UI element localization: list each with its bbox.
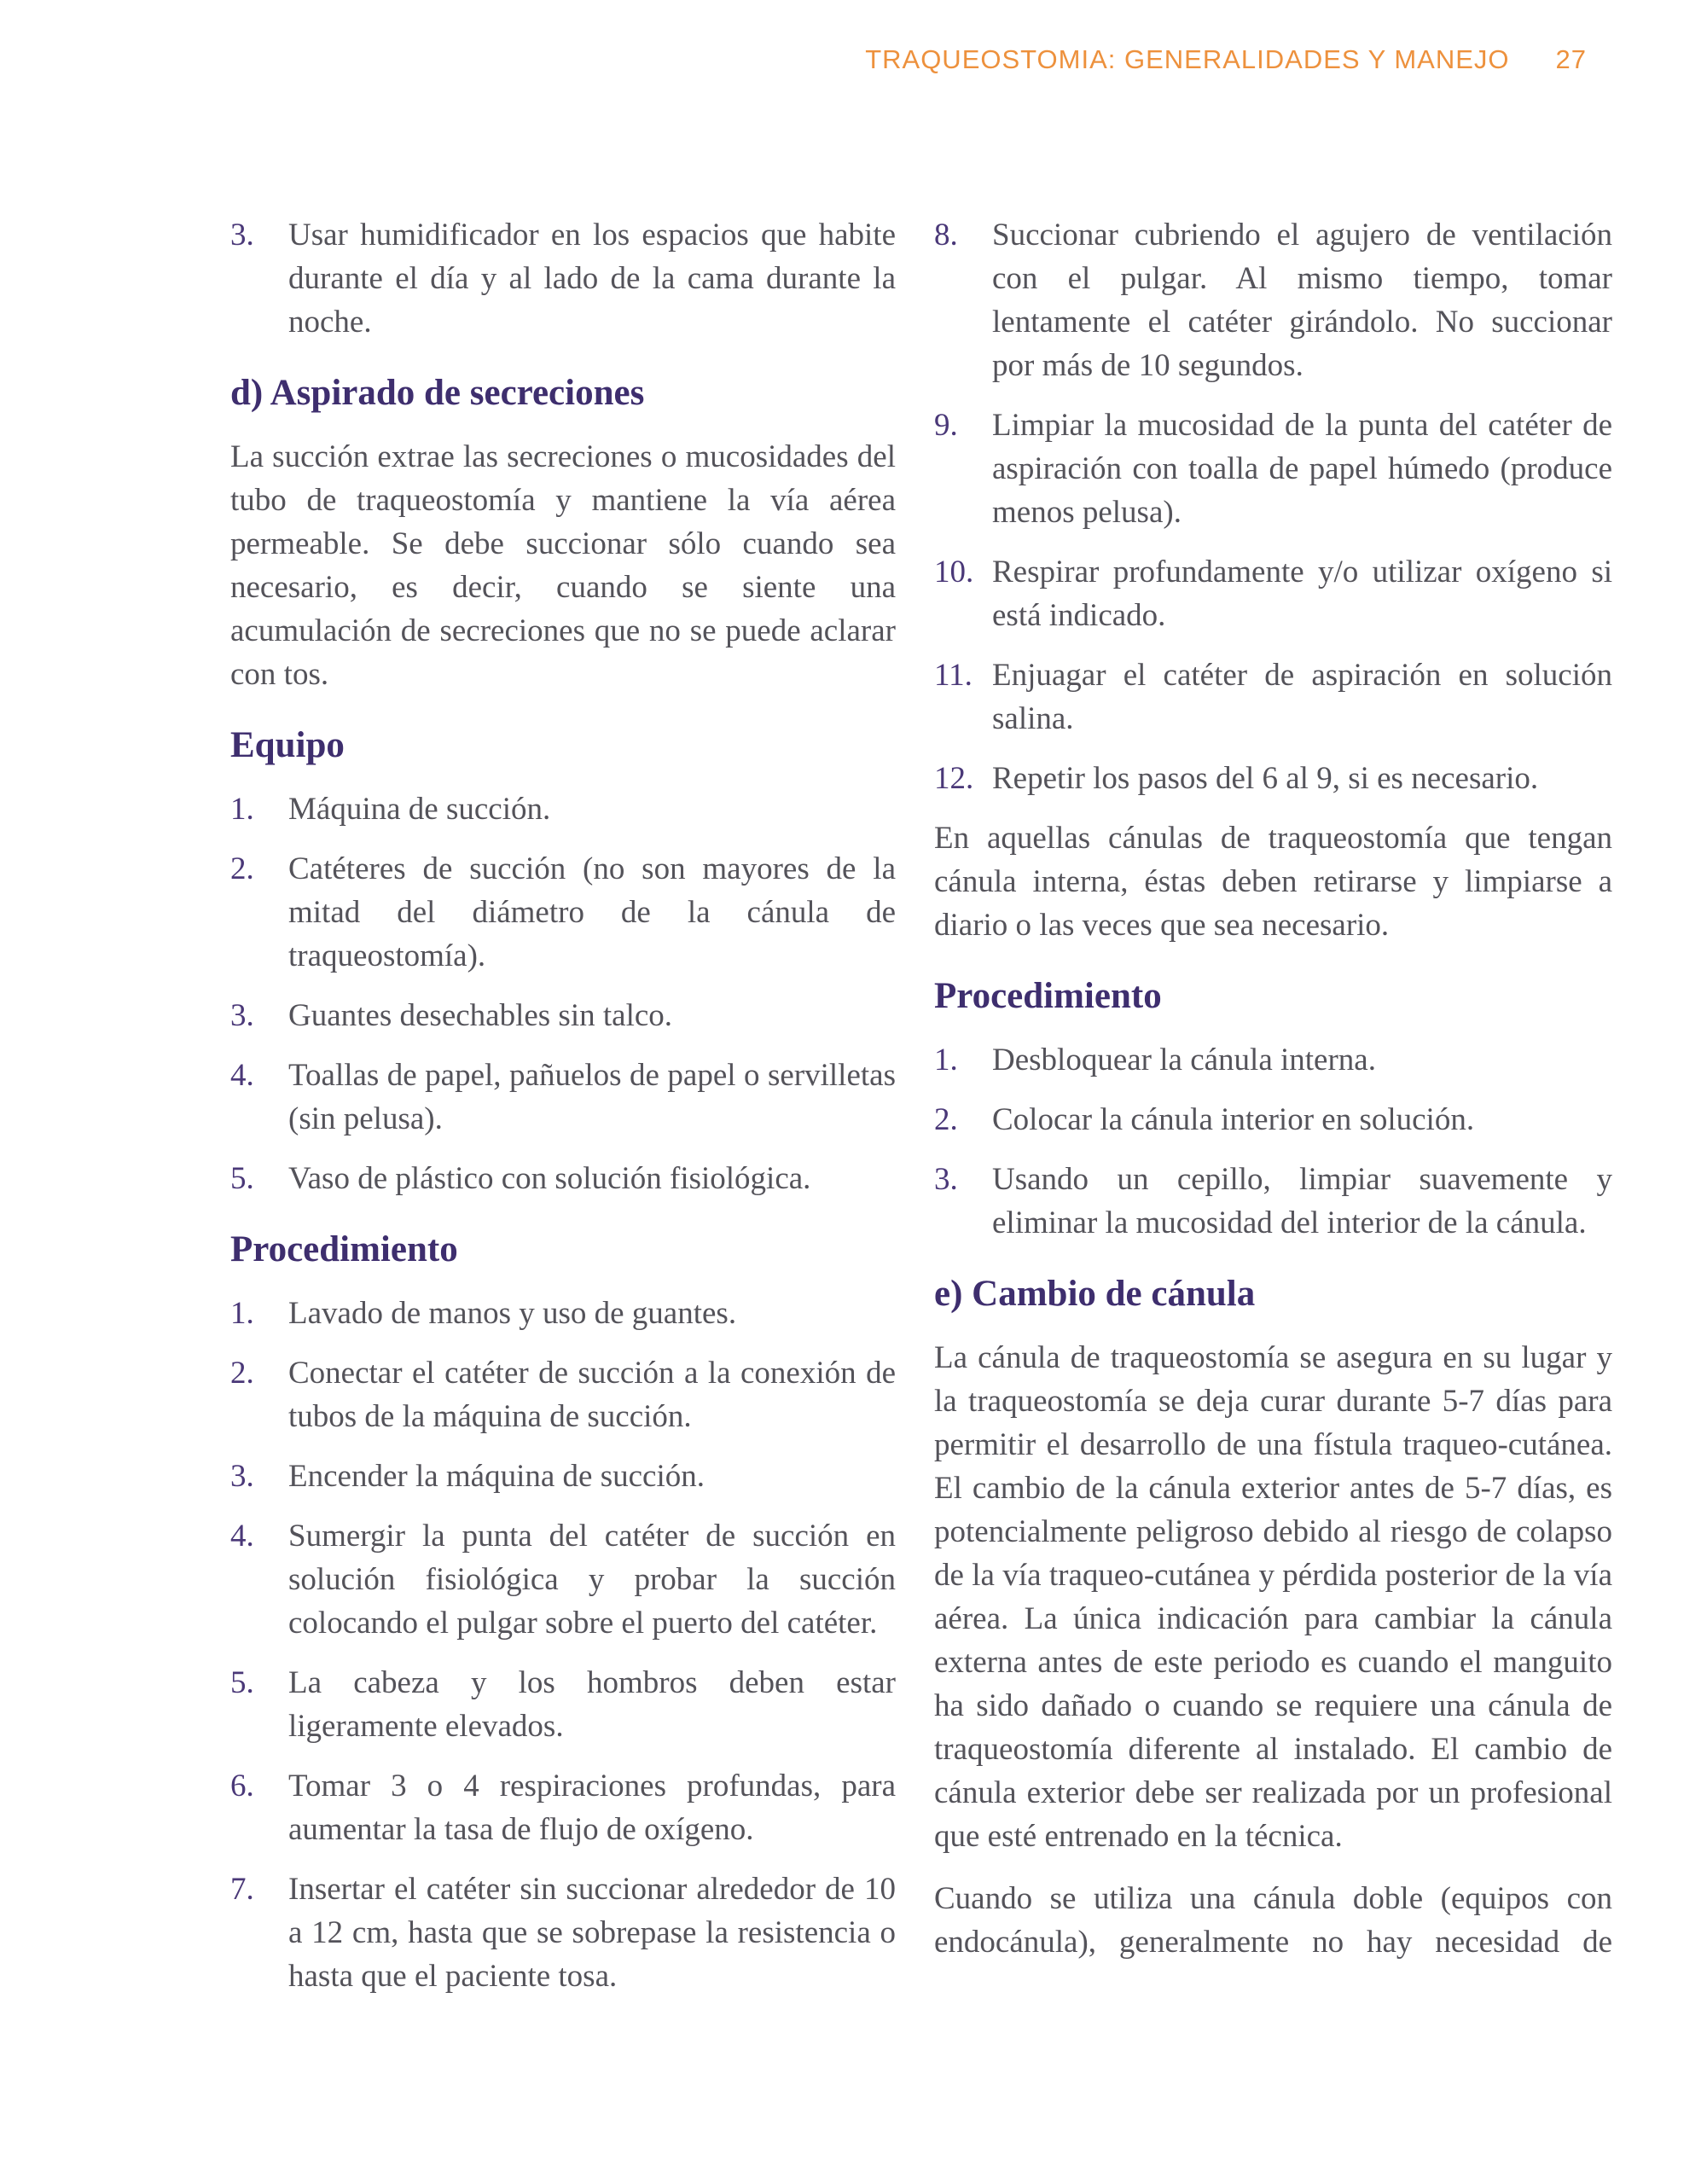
item-text: La cabeza y los hombros deben estar ligeramente elevados.: [288, 1665, 896, 1744]
chapter-title: TRAQUEOSTOMIA: GENERALIDADES Y MANEJO: [865, 44, 1510, 74]
item-number: 3.: [230, 218, 254, 253]
list-item: [230, 994, 896, 1037]
list-item: [230, 213, 896, 344]
procedimiento2-heading: Procedimiento: [934, 976, 1162, 1016]
list-item: [230, 847, 896, 978]
item-number: 6.: [230, 1769, 254, 1804]
item-text: Catéteres de succión (no son mayores de la mitad del diámetro de la cánula de traqueostomía).: [288, 851, 896, 973]
item-text: Máquina de succión.: [288, 792, 551, 827]
item-text: Insertar el catéter sin succionar alrededor de 10 a 12 cm, hasta que se sobrepase la resistencia o hasta que el paciente tosa.: [288, 1872, 896, 1994]
list-item: [230, 1514, 896, 1645]
item-number: 12.: [934, 761, 974, 796]
list-item: [934, 1158, 1612, 1245]
list-item: [934, 404, 1612, 534]
item-text: Tomar 3 o 4 respiraciones profundas, para aumentar la tasa de flujo de oxígeno.: [288, 1769, 896, 1847]
item-text: Guantes desechables sin talco.: [288, 998, 673, 1033]
item-text: Desbloquear la cánula interna.: [992, 1043, 1376, 1077]
item-number: 3.: [230, 1459, 254, 1494]
item-text: Usando un cepillo, limpiar suavemente y eliminar la mucosidad del interior de la cánula.: [992, 1162, 1612, 1240]
item-text: Enjuagar el catéter de aspiración en solución salina.: [992, 658, 1612, 736]
equipo-heading: Equipo: [230, 725, 345, 765]
list-item: [934, 213, 1612, 387]
item-number: 1.: [230, 792, 254, 827]
list-item: [230, 1661, 896, 1748]
item-text: Repetir los pasos del 6 al 9, si es necesario.: [992, 761, 1539, 796]
item-number: 10.: [934, 555, 974, 590]
item-text: Respirar profundamente y/o utilizar oxígeno si está indicado.: [992, 555, 1612, 633]
list-item: [230, 1867, 896, 1998]
item-number: 9.: [934, 408, 958, 443]
list-item: [230, 1054, 896, 1141]
item-number: 4.: [230, 1058, 254, 1093]
section-heading-d: d) Aspirado de secreciones: [230, 373, 645, 413]
item-number: 2.: [230, 851, 254, 886]
item-text: Conectar el catéter de succión a la conexión de tubos de la máquina de succión.: [288, 1356, 896, 1434]
item-number: 2.: [934, 1102, 958, 1137]
column-left: [230, 213, 896, 2014]
list-item: [230, 1292, 896, 1335]
list-item: [230, 1455, 896, 1498]
list-item: [934, 1098, 1612, 1141]
section-d-intro: La succión extrae las secreciones o mucosidades del tubo de traqueostomía y mantiene la vía aérea permeable. Se debe succionar sólo cuando sea necesario, es decir, cuando se siente una acumulación de secreciones que no se puede aclarar con tos.: [230, 439, 896, 692]
list-item: [934, 757, 1612, 800]
list-item: [230, 1351, 896, 1438]
list-item: [230, 787, 896, 831]
procedimiento-heading: Procedimiento: [230, 1229, 458, 1269]
item-text: Encender la máquina de succión.: [288, 1459, 705, 1494]
column-right: [934, 213, 1612, 2014]
page-number: 27: [1555, 44, 1587, 74]
item-text: Toallas de papel, pañuelos de papel o servilletas (sin pelusa).: [288, 1058, 896, 1136]
item-number: 11.: [934, 658, 973, 693]
item-number: 1.: [934, 1043, 958, 1077]
section-e-paragraph: La cánula de traqueostomía se asegura en su lugar y la traqueostomía se deja curar durante 5-7 días para permitir el desarrollo de una fístula traqueo-cutánea. El cambio de la cánula exterior antes de 5-7 días, es potencialmente peligroso debido al riesgo de colapso de la vía traqueo-cutánea y pérdida posterior de la vía aérea. La única indicación para cambiar la cánula externa antes de este periodo es cuando el manguito ha sido dañado o cuando se requiere una cánula de traqueostomía diferente al instalado. El cambio de cánula exterior debe ser realizada por un profesional que esté entrenado en la técnica.: [934, 1340, 1612, 1854]
item-number: 4.: [230, 1519, 254, 1554]
item-number: 3.: [230, 998, 254, 1033]
item-number: 5.: [230, 1161, 254, 1196]
item-number: 1.: [230, 1296, 254, 1331]
page-content: [230, 213, 1612, 2014]
item-text: Colocar la cánula interior en solución.: [992, 1102, 1475, 1137]
item-text: Limpiar la mucosidad de la punta del catéter de aspiración con toalla de papel húmedo (produce menos pelusa).: [992, 408, 1612, 530]
list-item: [934, 550, 1612, 637]
list-item: [230, 1764, 896, 1851]
list-item: [934, 1038, 1612, 1082]
item-text: Lavado de manos y uso de guantes.: [288, 1296, 737, 1331]
item-number: 3.: [934, 1162, 958, 1197]
item-text: Vaso de plástico con solución fisiológica.: [288, 1161, 811, 1196]
section-e-paragraph-continued: Cuando se utiliza una cánula doble (equipos con endocánula), generalmente no hay necesidad de: [934, 1881, 1612, 1960]
item-text: Succionar cubriendo el agujero de ventilación con el pulgar. Al mismo tiempo, tomar lentamente el catéter girándolo. No succionar por más de 10 segundos.: [992, 218, 1612, 383]
inner-cannula-note: En aquellas cánulas de traqueostomía que tengan cánula interna, éstas deben retirarse y limpiarse a diario o las veces que sea necesario.: [934, 821, 1612, 943]
item-number: 7.: [230, 1872, 254, 1907]
section-heading-e: e) Cambio de cánula: [934, 1274, 1256, 1314]
item-text: Usar humidificador en los espacios que habite durante el día y al lado de la cama durante la noche.: [288, 218, 896, 340]
item-text: Sumergir la punta del catéter de succión en solución fisiológica y probar la succión colocando el pulgar sobre el puerto del catéter.: [288, 1519, 896, 1641]
list-item: [230, 1157, 896, 1200]
list-item: [934, 653, 1612, 741]
item-number: 2.: [230, 1356, 254, 1391]
running-header: [865, 44, 1587, 75]
item-number: 8.: [934, 218, 958, 253]
item-number: 5.: [230, 1665, 254, 1700]
